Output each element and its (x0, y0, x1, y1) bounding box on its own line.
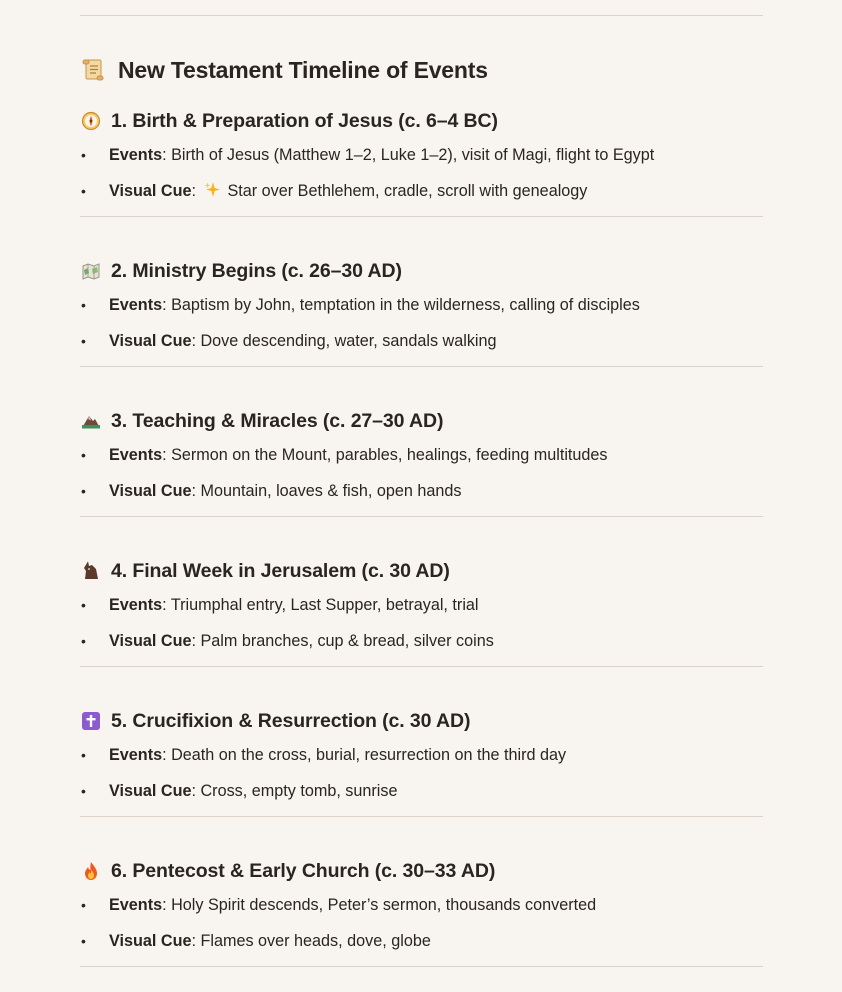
sparkles-icon (204, 181, 221, 201)
list-item (80, 331, 763, 351)
label-separator: : (191, 482, 196, 500)
bullet: • (81, 297, 86, 313)
visual-cue-label: Visual Cue (109, 632, 192, 650)
events-label: Events (109, 746, 163, 764)
timeline-section (80, 259, 763, 367)
compass-icon (80, 110, 102, 132)
events-text: Birth of Jesus (Matthew 1–2, Luke 1–2), visit of Magi, flight to Egypt (171, 146, 655, 164)
events-text: Baptism by John, temptation in the wilderness, calling of disciples (171, 296, 640, 314)
section-list (80, 895, 763, 951)
page-title: New Testament Timeline of Events (118, 56, 488, 83)
events-label: Events (109, 146, 163, 164)
timeline-section (80, 559, 763, 667)
visual-cue-label: Visual Cue (109, 482, 192, 500)
list-item (80, 895, 763, 915)
visual-cue-text: Mountain, loaves & fish, open hands (200, 482, 462, 500)
divider (80, 216, 763, 217)
label-separator: : (162, 746, 167, 764)
document-content (80, 0, 763, 967)
latin-cross-icon (80, 710, 102, 732)
map-icon (80, 260, 102, 282)
bullet: • (81, 933, 86, 949)
divider (80, 15, 763, 16)
section-heading (80, 409, 763, 433)
timeline-section (80, 859, 763, 967)
label-separator: : (191, 182, 196, 200)
label-separator: : (162, 596, 167, 614)
visual-cue-label: Visual Cue (109, 932, 192, 950)
label-separator: : (162, 146, 167, 164)
visual-cue-text: Cross, empty tomb, sunrise (200, 782, 398, 800)
bullet: • (81, 147, 86, 163)
visual-cue-label: Visual Cue (109, 182, 192, 200)
scroll-icon (80, 57, 106, 83)
events-text: Death on the cross, burial, resurrection on the third day (171, 746, 567, 764)
section-title: 5. Crucifixion & Resurrection (c. 30 AD) (111, 709, 471, 732)
timeline-section (80, 409, 763, 517)
section-title: 3. Teaching & Miracles (c. 27–30 AD) (111, 409, 444, 432)
label-separator: : (162, 896, 167, 914)
section-list (80, 445, 763, 501)
divider (80, 816, 763, 817)
bullet: • (81, 633, 86, 649)
bullet: • (81, 447, 86, 463)
list-item (80, 781, 763, 801)
visual-cue-text: Palm branches, cup & bread, silver coins (200, 632, 494, 650)
visual-cue-text: Flames over heads, dove, globe (200, 932, 431, 950)
divider (80, 666, 763, 667)
section-heading (80, 559, 763, 583)
visual-cue-label: Visual Cue (109, 332, 192, 350)
list-item (80, 445, 763, 465)
bullet: • (81, 597, 86, 613)
bullet: • (81, 897, 86, 913)
list-item (80, 181, 763, 201)
bullet: • (81, 483, 86, 499)
list-item (80, 295, 763, 315)
bullet: • (81, 183, 86, 199)
events-text: Sermon on the Mount, parables, healings, feeding multitudes (171, 446, 608, 464)
section-heading (80, 709, 763, 733)
section-heading (80, 259, 763, 283)
bullet: • (81, 747, 86, 763)
section-list (80, 595, 763, 651)
section-heading (80, 859, 763, 883)
section-title: 1. Birth & Preparation of Jesus (c. 6–4 BC) (111, 109, 498, 132)
events-label: Events (109, 296, 163, 314)
list-item (80, 145, 763, 165)
visual-cue-text: Star over Bethlehem, cradle, scroll with genealogy (227, 182, 588, 200)
section-heading (80, 109, 763, 133)
events-text: Triumphal entry, Last Supper, betrayal, trial (170, 596, 479, 614)
timeline-section (80, 709, 763, 817)
events-label: Events (109, 446, 163, 464)
donkey-icon (80, 560, 102, 582)
list-item (80, 931, 763, 951)
events-label: Events (109, 596, 163, 614)
label-separator: : (162, 296, 167, 314)
section-title: 4. Final Week in Jerusalem (c. 30 AD) (111, 559, 450, 582)
list-item (80, 631, 763, 651)
label-separator: : (191, 932, 196, 950)
label-separator: : (191, 782, 196, 800)
label-separator: : (191, 332, 196, 350)
mountain-icon (80, 410, 102, 432)
list-item (80, 595, 763, 615)
list-item (80, 481, 763, 501)
section-title: 2. Ministry Begins (c. 26–30 AD) (111, 259, 402, 282)
fire-icon (80, 860, 102, 882)
label-separator: : (191, 632, 196, 650)
events-label: Events (109, 896, 163, 914)
section-list (80, 295, 763, 351)
list-item (80, 745, 763, 765)
visual-cue-text: Dove descending, water, sandals walking (200, 332, 497, 350)
section-list (80, 145, 763, 201)
page-title-row (80, 55, 763, 85)
bullet: • (81, 783, 86, 799)
timeline-section (80, 109, 763, 217)
events-text: Holy Spirit descends, Peter’s sermon, thousands converted (171, 896, 597, 914)
divider (80, 966, 763, 967)
section-title: 6. Pentecost & Early Church (c. 30–33 AD) (111, 859, 496, 882)
divider (80, 366, 763, 367)
section-list (80, 745, 763, 801)
bullet: • (81, 333, 86, 349)
label-separator: : (162, 446, 167, 464)
visual-cue-label: Visual Cue (109, 782, 192, 800)
divider (80, 516, 763, 517)
